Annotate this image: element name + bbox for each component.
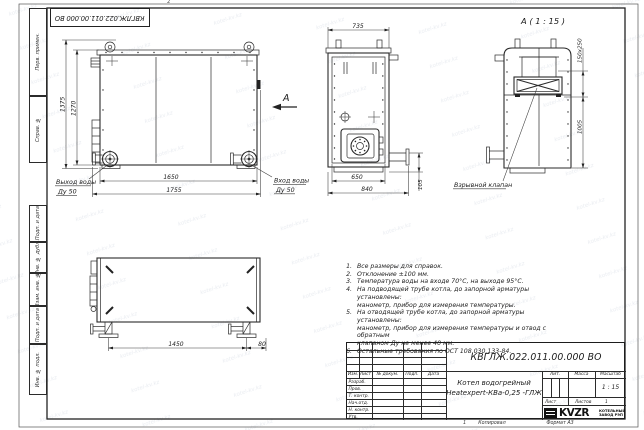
sheets-value: 1	[605, 399, 608, 405]
note-item-continuation: клапаном Ду не менее 40 мм.	[357, 340, 455, 348]
note-item-continuation: манометр, прибор для измерения температуры и отвод с обратным	[357, 324, 547, 340]
doc-number: КВГЛЖ.022.011.00.000 ВО	[470, 351, 602, 363]
top-zone-mark: 2	[167, 0, 171, 5]
svg-text:650: 650	[351, 174, 363, 181]
product-name	[446, 371, 542, 405]
col-izm: Изм.	[347, 372, 359, 377]
sheet-label: Лист	[545, 399, 557, 405]
svg-text:1450: 1450	[168, 341, 184, 348]
svg-text:Вход воды: Вход воды	[274, 177, 310, 185]
svg-text:Выход воды: Выход воды	[56, 179, 97, 186]
svg-text:1755: 1755	[166, 187, 182, 194]
row-tkontr: Т. контр.	[348, 393, 369, 399]
format-label: Формат А3	[546, 420, 574, 426]
bottom-zone-mark: 1	[463, 420, 467, 426]
kvzr-logo-sub: КОТЕЛЬНЫЙ ЗАВОД РЭП	[599, 408, 626, 417]
mass-label: Масса	[574, 372, 589, 377]
note-item: 6. Остальные требования по ОСТ 108.030.133-84.	[346, 347, 512, 355]
copied-label: Копировал	[478, 420, 506, 426]
svg-text:150x250: 150x250	[577, 38, 584, 63]
note-item: 2. Отклонение ±100 мм.	[346, 270, 429, 278]
row-nachotd: Нач.отд.	[348, 400, 369, 406]
svg-text:840: 840	[361, 186, 373, 193]
svg-text:Взрывной клапан: Взрывной клапан	[454, 182, 513, 189]
detail-title: А ( 1 : 15 )	[521, 16, 565, 26]
frame-label-podp-data-1: Подп. и дата	[29, 205, 47, 242]
note-item: 5. На отводящей трубе котла, до запорной арматуры установлены:	[346, 309, 525, 324]
svg-text:А: А	[283, 93, 290, 104]
col-podp: Подп.	[405, 372, 419, 377]
top-inverted-stamp: КВГЛЖ.022.011.00.000 ВО	[50, 8, 150, 27]
title-block	[346, 342, 625, 419]
frame-label-inv-podl: Инв. № подл.	[29, 344, 47, 395]
frame-label-vzam-inv: Взам. инв. №	[29, 273, 47, 306]
note-item: 4. На подводящей трубе котла, до запорной арматуры установлены:	[346, 286, 530, 301]
svg-text:1005: 1005	[577, 119, 584, 134]
col-list: Лист	[359, 372, 372, 377]
svg-text:Ду 50: Ду 50	[276, 187, 295, 194]
svg-text:735: 735	[352, 23, 364, 30]
frame-label-perv-primen: Перв. примен.	[29, 8, 47, 96]
svg-text:80: 80	[258, 341, 266, 348]
note-item: 3. Температура воды на входе 70°С, на выходе 95°С.	[346, 278, 524, 286]
frame-label-podp-data-2: Подп. и дата	[29, 306, 47, 344]
svg-text:Ду 50: Ду 50	[58, 188, 77, 196]
svg-text:1270: 1270	[70, 100, 78, 116]
note-item: 1. Все размеры для справок.	[346, 263, 443, 270]
svg-text:1650: 1650	[163, 174, 179, 181]
kvzr-logo-mark	[544, 408, 557, 419]
kvzr-logo-text: KVZR	[559, 406, 589, 419]
frame-label-sprav-no: Справ. №	[29, 96, 47, 163]
scale-label: Масштаб	[600, 372, 621, 377]
col-docnum: № докум.	[376, 372, 399, 377]
svg-text:1375: 1375	[59, 96, 67, 112]
row-prov: Пров.	[348, 386, 362, 392]
row-nkontr: Н. контр.	[348, 407, 370, 413]
col-data: Дата	[427, 372, 440, 377]
lit-label: Лит.	[549, 372, 561, 377]
note-item-continuation: манометр, прибор для измерения температуры.	[357, 301, 516, 309]
sheets-label: Листов	[575, 399, 592, 405]
product-name-line1: Котел водогрейный	[457, 379, 531, 387]
product-name-line2: Heatexpert-КВа-0,25 -ГЛЖ	[446, 389, 542, 397]
scale-value: 1 : 15	[601, 384, 620, 391]
row-utv: Утв.	[348, 414, 358, 420]
svg-text:105: 105	[418, 179, 424, 190]
row-razrab: Разраб.	[348, 379, 366, 385]
frame-label-inv-dubl: Инв. № дубл.	[29, 242, 47, 273]
